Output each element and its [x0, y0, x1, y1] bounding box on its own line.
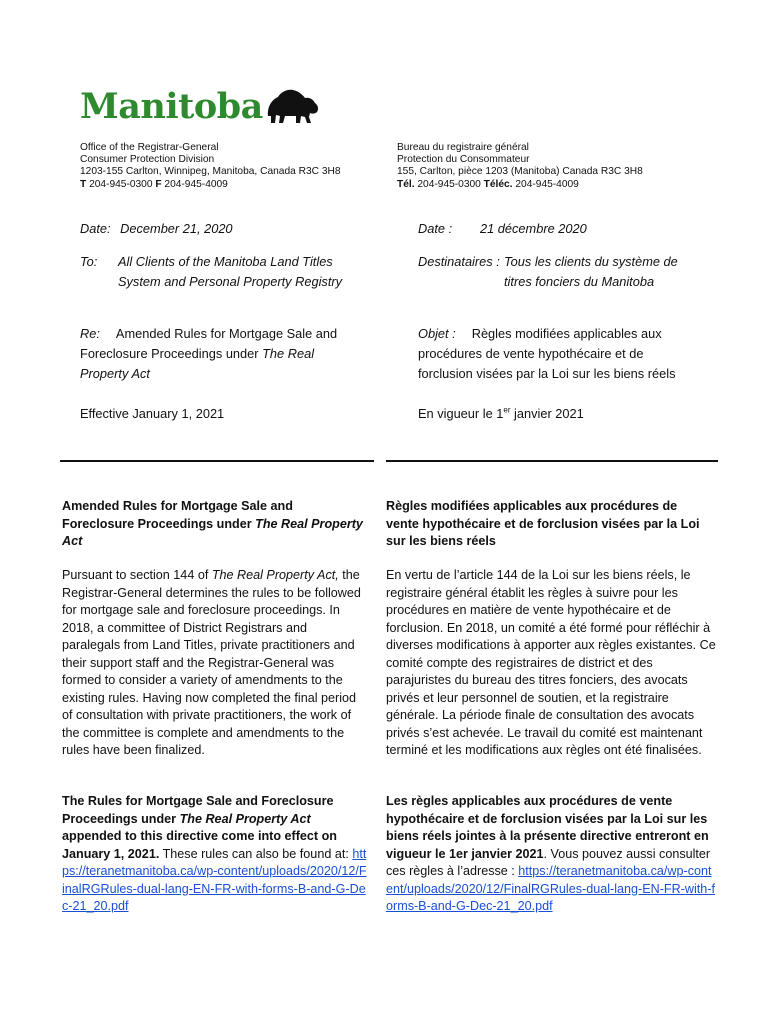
manitoba-logo: [80, 86, 321, 127]
office-street-fr: 155, Carlton, pièce 1203 (Manitoba) Canada R3C 3H8: [397, 166, 643, 178]
office-division-fr: Protection du Consommateur: [397, 154, 530, 166]
paragraph-2-en: The Rules for Mortgage Sale and Foreclosure Proceedings under The Real Property Act appended to this directive come into effect on January 1, 2021. These rules can also be found at: https://teranetmanitoba.ca/wp-content/uploads/2020/12/FinalRGRules-dual-lang-EN-FR-with-forms-B-and-G-Dec-21_20.pdf: [62, 794, 367, 913]
office-name: Office of the Registrar-General: [80, 142, 219, 153]
logo-wordmark: Manitoba: [80, 86, 263, 127]
re-label-fr: Objet :: [418, 326, 456, 341]
office-address-fr: [397, 142, 643, 191]
office-contact-fr: Tél. 204-945-0300 Téléc. 204-945-4009: [397, 178, 579, 190]
effective-date-fr: En vigueur le 1er janvier 2021: [418, 405, 584, 421]
re-value-fr: Règles modifiées applicables aux procédures de vente hypothécaire et de forclusion visées par la Loi sur les biens réels: [418, 326, 676, 381]
paragraph-1-en: Pursuant to section 144 of The Real Property Act, the Registrar-General determines the rules to be followed for mortgage sale and foreclosure proceedings. In 2018, a committee of District Registrars and paralegals from Land Titles, private practitioners and their support staff and the Registrar-General was formed to consider a variety of amendments to the existing rules. Having now completed the final period of consultation with private practitioners, the work of the committee is complete and amendments to the rules have been finalized.: [62, 568, 361, 757]
to-label: To:: [80, 254, 98, 269]
office-address-en: [80, 142, 341, 191]
office-division: Consumer Protection Division: [80, 154, 215, 166]
effective-date-en: Effective January 1, 2021: [80, 406, 225, 421]
divider-fr: [386, 460, 718, 462]
date-label: Date:: [80, 221, 111, 236]
bison-icon: [265, 86, 321, 124]
to-value: All Clients of the Manitoba Land Titles System and Personal Property Registry: [118, 254, 343, 289]
date-row-en: [80, 219, 233, 239]
re-line-en: [80, 324, 340, 384]
re-label: Re:: [80, 326, 100, 341]
re-value-italic: The Real Property Act: [80, 346, 315, 381]
section-title-fr: Règles modifiées applicables aux procédures de vente hypothécaire et de forclusion visées par la Loi sur les biens réels: [386, 499, 700, 548]
rules-link-fr[interactable]: https://teranetmanitoba.ca/wp-content/uploads/2020/12/FinalRGRules-dual-lang-EN-FR-with-forms-B-and-G-Dec-21_20.pdf: [386, 864, 715, 913]
date-label-fr: Date :: [418, 221, 453, 236]
paragraph-2-fr: Les règles applicables aux procédures de vente hypothécaire et de forclusion visées par la Loi sur les biens réels jointes à la présente directive entreront en vigueur le 1er janvier 2021. Vous pouvez aussi consulter ces règles à l’adresse : https://teranetmanitoba.ca/wp-content/uploads/2020/12/FinalRGRules-dual-lang-EN-FR-with-forms-B-and-G-Dec-21_20.pdf: [386, 794, 715, 913]
paragraph-1-fr: En vertu de l’article 144 de la Loi sur les biens réels, le registraire général établit les règles à suivre pour les procédures en matière de vente hypothécaire et de forclusion. En 2018, un comité a été formé pour réfléchir à diverses modifications à apporter aux règles existantes. Ce comité compte des registraires de district et des parajuristes du bureau des titres fonciers, des avocats privés et leur personnel de soutien, et la registraire générale. La période finale de consultation des avocats privés s’est achevée. Le travail du comité est maintenant terminé et les modifications aux règles ont été finalisées.: [386, 568, 716, 757]
to-value-fr: Tous les clients du système de titres fonciers du Manitoba: [504, 254, 678, 289]
date-value-fr: 21 décembre 2020: [480, 221, 587, 236]
to-label-fr: Destinataires :: [418, 254, 500, 269]
divider-en: [60, 460, 374, 462]
office-street: 1203-155 Carlton, Winnipeg, Manitoba, Canada R3C 3H8: [80, 166, 341, 178]
section-title-en: Amended Rules for Mortgage Sale and Foreclosure Proceedings under The Real Property Act: [62, 499, 363, 548]
re-line-fr: [418, 324, 698, 384]
rules-link-en[interactable]: https://teranetmanitoba.ca/wp-content/uploads/2020/12/FinalRGRules-dual-lang-EN-FR-with-forms-B-and-G-Dec-21_20.pdf: [62, 846, 367, 913]
office-name-fr: Bureau du registraire général: [397, 142, 529, 153]
re-value: Amended Rules for Mortgage Sale and Foreclosure Proceedings under: [80, 326, 338, 361]
office-contact: T 204-945-0300 F 204-945-4009: [80, 178, 228, 190]
date-value: December 21, 2020: [120, 221, 233, 236]
